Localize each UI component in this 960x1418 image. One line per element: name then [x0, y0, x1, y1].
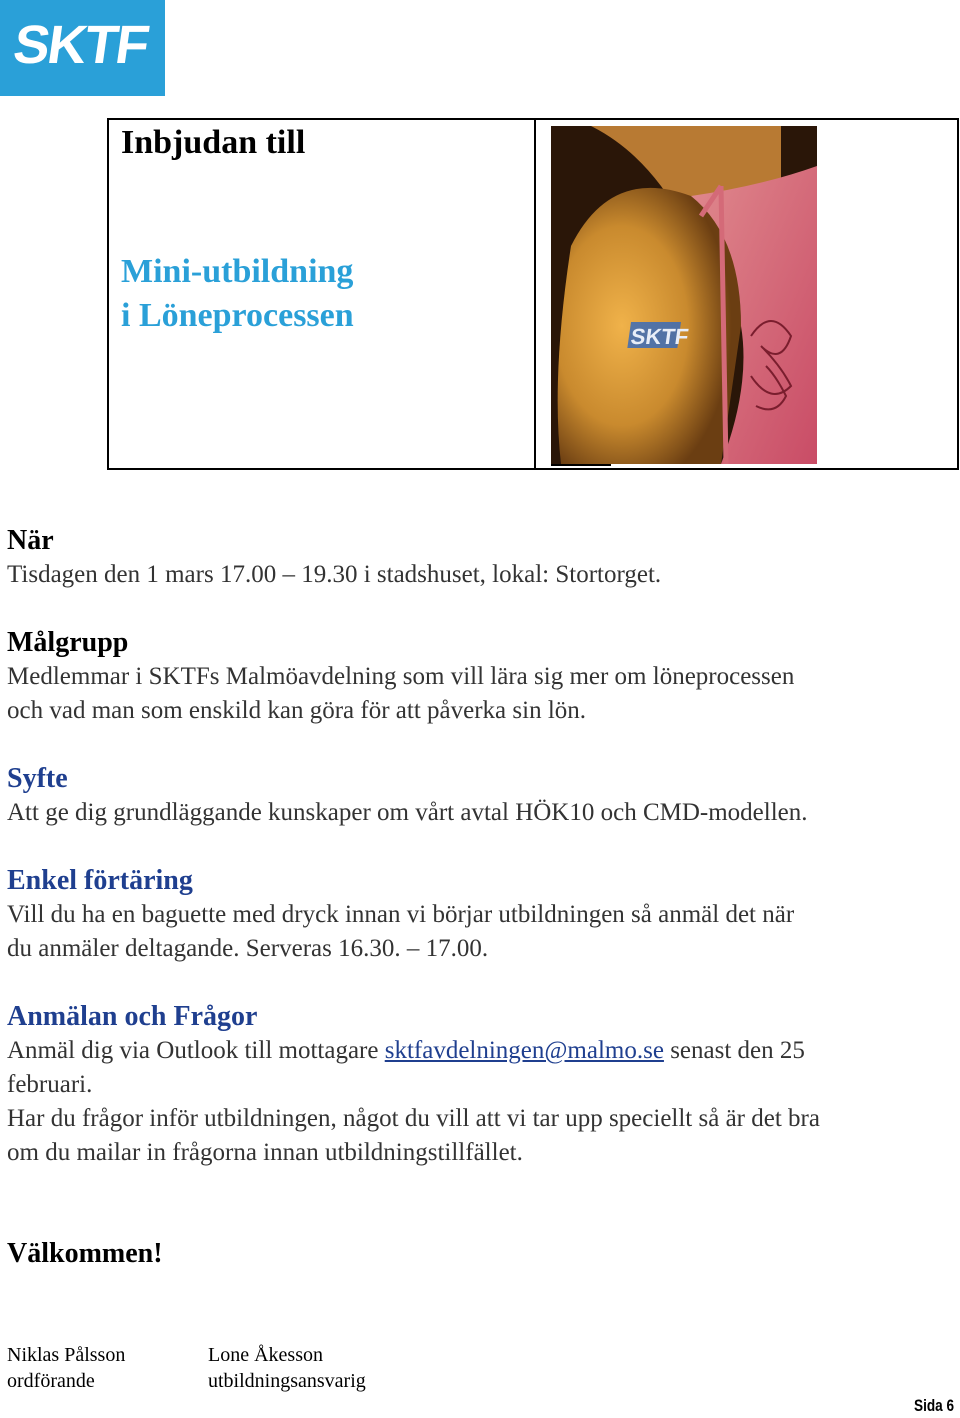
email-link[interactable]: sktfavdelningen@malmo.se — [384, 1037, 664, 1064]
photo-underline — [551, 464, 611, 466]
welcome-text: Välkommen! — [7, 1238, 163, 1269]
tattoo-logo-text: SKTF — [629, 324, 691, 349]
section-fortaring-heading: Enkel förtäring — [7, 865, 193, 896]
anmalan-text-post: senast den 25 — [663, 1037, 805, 1064]
section-anmalan-heading: Anmälan och Frågor — [7, 1001, 258, 1032]
section-malgrupp-line1: Medlemmar i SKTFs Malmöavdelning som vill lära sig mer om löneprocessen — [7, 663, 795, 690]
shoulder-tattoo-photo — [551, 126, 817, 464]
signature-name: Niklas Pålsson — [7, 1344, 126, 1366]
section-anmalan-line2: februari. — [7, 1071, 93, 1098]
anmalan-text-pre: Anmäl dig via Outlook till mottagare — [7, 1037, 385, 1064]
signature-1 — [7, 1342, 125, 1394]
signature-name: Lone Åkesson — [208, 1344, 323, 1366]
invitation-title: Inbjudan till — [121, 124, 306, 161]
section-nar-text: Tisdagen den 1 mars 17.00 – 19.30 i stadshuset, lokal: Stortorget. — [7, 561, 662, 588]
signature-2 — [208, 1342, 366, 1394]
course-title — [121, 250, 354, 338]
section-fortaring-line1: Vill du ha en baguette med dryck innan vi börjar utbildningen så anmäl det när — [7, 901, 795, 928]
section-anmalan-line3: Har du frågor inför utbildningen, något du vill att vi tar upp speciellt så är det bra — [7, 1105, 820, 1132]
content — [7, 524, 957, 1170]
section-fortaring-line2: du anmäler deltagande. Serveras 16.30. – 17.00. — [7, 935, 489, 962]
section-nar-heading: När — [7, 525, 54, 556]
section-syfte-heading: Syfte — [7, 763, 68, 794]
signature-role: ordförande — [7, 1370, 95, 1392]
page-number: Sida 6 — [913, 1396, 954, 1415]
section-malgrupp-line2: och vad man som enskild kan göra för att påverka sin lön. — [7, 697, 587, 724]
logo-text: SKTF — [9, 15, 152, 75]
sktf-logo — [0, 0, 165, 96]
section-malgrupp-heading: Målgrupp — [7, 627, 129, 658]
box-divider — [534, 120, 536, 468]
signature-role: utbildningsansvarig — [208, 1370, 366, 1392]
section-anmalan-line4: om du mailar in frågorna innan utbildningstillfället. — [7, 1139, 523, 1166]
course-title-line1: Mini-utbildning — [121, 253, 354, 290]
header-box — [107, 118, 959, 470]
section-syfte-text: Att ge dig grundläggande kunskaper om vårt avtal HÖK10 och CMD-modellen. — [7, 799, 808, 826]
course-title-line2: i Löneprocessen — [121, 297, 354, 334]
section-anmalan-line1 — [7, 1034, 957, 1068]
